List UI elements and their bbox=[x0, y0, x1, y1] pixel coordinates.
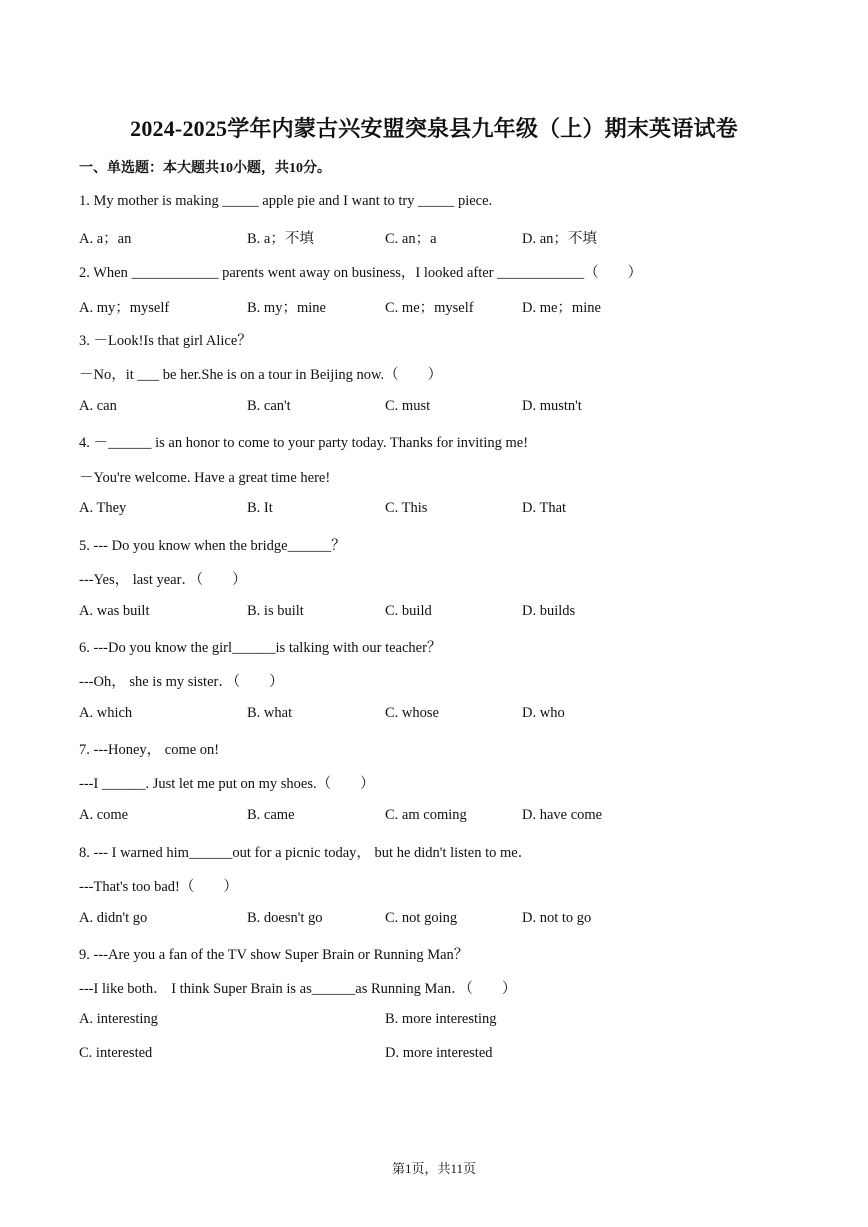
question-8-line-2: ---That's too bad!（ ） bbox=[79, 879, 238, 895]
option-d[interactable]: D. me；mine bbox=[522, 300, 601, 316]
question-8-options bbox=[79, 910, 779, 930]
option-d[interactable]: D. more interested bbox=[385, 1045, 493, 1061]
option-a[interactable]: A. was built bbox=[79, 603, 150, 619]
question-8-line-1: 8. --- I warned him______out for a picnic today， but he didn't listen to me． bbox=[79, 845, 533, 861]
option-b[interactable]: B. came bbox=[247, 807, 295, 823]
option-b[interactable]: B. can't bbox=[247, 398, 291, 414]
option-a[interactable]: A. my；myself bbox=[79, 300, 170, 316]
option-b[interactable]: B. doesn't go bbox=[247, 910, 323, 926]
option-a[interactable]: A. a；an bbox=[79, 231, 132, 247]
option-c[interactable]: C. must bbox=[385, 398, 431, 414]
question-6-line-1: 6. ---Do you know the girl______is talking with our teacher？ bbox=[79, 640, 442, 656]
option-b[interactable]: B. more interesting bbox=[385, 1011, 497, 1027]
option-c[interactable]: C. This bbox=[385, 500, 428, 516]
page-title: 2024-2025学年内蒙古兴安盟突泉县九年级（上）期末英语试卷 bbox=[130, 116, 738, 141]
question-3-options bbox=[79, 398, 779, 418]
option-a[interactable]: A. didn't go bbox=[79, 910, 148, 926]
question-7-options bbox=[79, 807, 779, 827]
option-d[interactable]: D. That bbox=[522, 500, 567, 516]
option-b[interactable]: B. a；不填 bbox=[247, 231, 314, 247]
question-2-line-1: 2. When ____________ parents went away on business，I looked after ____________（ ） bbox=[79, 265, 643, 281]
option-d[interactable]: D. mustn't bbox=[522, 398, 582, 414]
question-7-line-1: 7. ---Honey， come on! bbox=[79, 742, 220, 758]
option-c[interactable]: C. an；a bbox=[385, 231, 437, 247]
option-d[interactable]: D. who bbox=[522, 705, 565, 721]
option-a[interactable]: A. can bbox=[79, 398, 117, 414]
option-c[interactable]: C. interested bbox=[79, 1045, 153, 1061]
option-b[interactable]: B. what bbox=[247, 705, 293, 721]
option-c[interactable]: C. am coming bbox=[385, 807, 467, 823]
question-1-options bbox=[79, 227, 779, 247]
option-d[interactable]: D. an；不填 bbox=[522, 231, 597, 247]
question-5-line-2: ---Yes， last year．（ ） bbox=[79, 572, 247, 588]
option-a[interactable]: A. interesting bbox=[79, 1011, 158, 1027]
question-4-line-1: 4. －______ is an honor to come to your party today. Thanks for inviting me! bbox=[79, 435, 529, 451]
question-5-line-1: 5. --- Do you know when the bridge______？ bbox=[79, 538, 346, 554]
option-c[interactable]: C. whose bbox=[385, 705, 439, 721]
question-6-options bbox=[79, 705, 779, 725]
option-d[interactable]: D. not to go bbox=[522, 910, 592, 926]
page-footer: 第1页，共11页 bbox=[391, 1161, 477, 1176]
question-6-line-2: ---Oh， she is my sister．（ ） bbox=[79, 674, 284, 690]
question-5-options bbox=[79, 603, 779, 623]
question-3-line-1: 3. －Look!Is that girl Alice？ bbox=[79, 333, 252, 349]
option-b[interactable]: B. is built bbox=[247, 603, 304, 619]
option-a[interactable]: A. come bbox=[79, 807, 129, 823]
question-7-line-2: ---I ______. Just let me put on my shoes.（ ） bbox=[79, 776, 375, 792]
question-9-options-row-1 bbox=[79, 1011, 779, 1031]
option-c[interactable]: C. not going bbox=[385, 910, 458, 926]
option-a[interactable]: A. which bbox=[79, 705, 133, 721]
question-4-options bbox=[79, 500, 779, 520]
section-heading: 一、单选题：本大题共10小题，共10分。 bbox=[79, 161, 331, 176]
question-9-options-row-2 bbox=[79, 1045, 779, 1065]
option-b[interactable]: B. It bbox=[247, 500, 273, 516]
option-d[interactable]: D. builds bbox=[522, 603, 576, 619]
question-3-line-2: －No，it ___ be her.She is on a tour in Beijing now.（ ） bbox=[79, 367, 443, 383]
option-c[interactable]: C. build bbox=[385, 603, 432, 619]
option-a[interactable]: A. They bbox=[79, 500, 127, 516]
option-d[interactable]: D. have come bbox=[522, 807, 603, 823]
question-9-line-2: ---I like both． I think Super Brain is as______as Running Man．（ ） bbox=[79, 981, 517, 997]
question-9-line-1: 9. ---Are you a fan of the TV show Super Brain or Running Man？ bbox=[79, 947, 469, 963]
option-b[interactable]: B. my；mine bbox=[247, 300, 326, 316]
question-1-line-1: 1. My mother is making _____ apple pie and I want to try _____ piece. bbox=[79, 193, 493, 209]
question-4-line-2: －You're welcome. Have a great time here! bbox=[79, 470, 331, 486]
question-2-options bbox=[79, 296, 779, 316]
option-c[interactable]: C. me；myself bbox=[385, 300, 474, 316]
